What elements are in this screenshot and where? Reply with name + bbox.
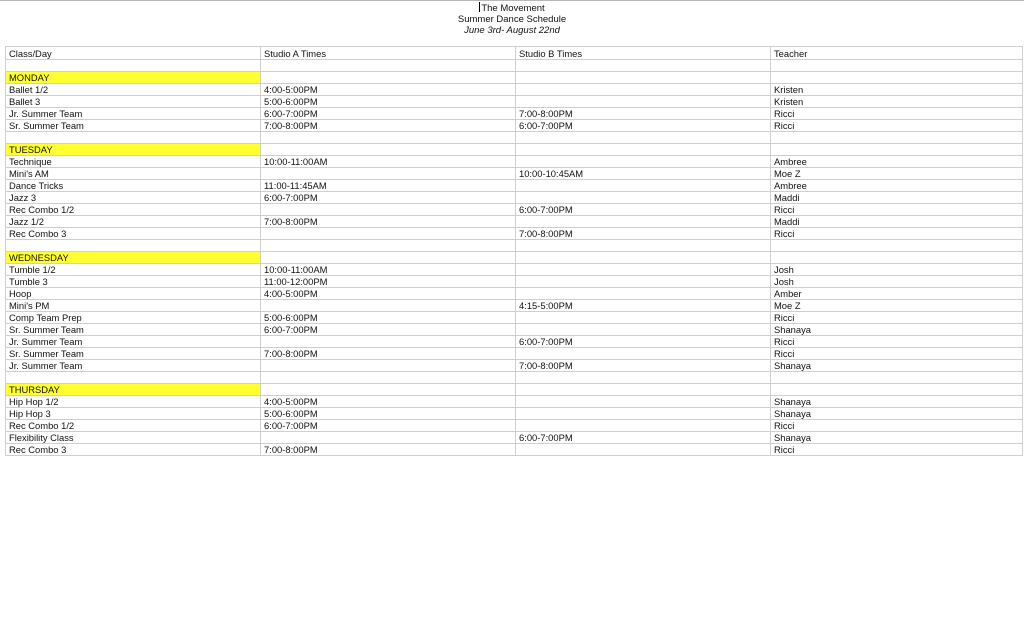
table-row <box>6 444 1023 456</box>
teacher-cell[interactable]: Josh <box>771 264 1023 276</box>
document-title-line[interactable] <box>0 2 1024 14</box>
studio-b-time-cell[interactable]: 10:00-10:45AM <box>516 168 771 180</box>
studio-a-time-cell[interactable] <box>261 300 516 312</box>
studio-b-time-cell[interactable]: 6:00-7:00PM <box>516 336 771 348</box>
table-row <box>6 324 1023 336</box>
studio-a-time-cell[interactable]: 10:00-11:00AM <box>261 156 516 168</box>
studio-a-time-cell[interactable]: 7:00-8:00PM <box>261 444 516 456</box>
class-name-cell[interactable]: Jazz 1/2 <box>6 216 261 228</box>
table-row <box>6 204 1023 216</box>
class-name-cell[interactable]: Mini's AM <box>6 168 261 180</box>
studio-a-time-cell[interactable]: 4:00-5:00PM <box>261 288 516 300</box>
class-name-cell[interactable]: Dance Tricks <box>6 180 261 192</box>
teacher-cell[interactable]: Amber <box>771 288 1023 300</box>
studio-b-time-cell[interactable] <box>516 180 771 192</box>
studio-b-time-cell[interactable] <box>516 396 771 408</box>
class-name-cell[interactable]: Hip Hop 1/2 <box>6 396 261 408</box>
studio-a-time-cell[interactable] <box>261 168 516 180</box>
studio-b-time-cell[interactable]: 4:15-5:00PM <box>516 300 771 312</box>
table-row <box>6 192 1023 204</box>
table-row <box>6 156 1023 168</box>
studio-a-time-cell[interactable]: 4:00-5:00PM <box>261 84 516 96</box>
table-row <box>6 396 1023 408</box>
empty-cell[interactable] <box>261 72 516 84</box>
studio-a-time-cell[interactable]: 5:00-6:00PM <box>261 408 516 420</box>
studio-a-time-cell[interactable]: 6:00-7:00PM <box>261 420 516 432</box>
teacher-cell[interactable]: Shanaya <box>771 396 1023 408</box>
teacher-cell[interactable]: Josh <box>771 276 1023 288</box>
studio-a-time-cell[interactable]: 11:00-12:00PM <box>261 276 516 288</box>
teacher-cell[interactable]: Moe Z <box>771 168 1023 180</box>
teacher-cell[interactable]: Moe Z <box>771 300 1023 312</box>
studio-b-time-cell[interactable]: 7:00-8:00PM <box>516 360 771 372</box>
empty-cell[interactable] <box>771 60 1023 72</box>
spacer-row <box>6 132 1023 144</box>
class-name-cell[interactable]: Rec Combo 1/2 <box>6 420 261 432</box>
column-header-teacher[interactable]: Teacher <box>771 47 1023 60</box>
class-name-cell[interactable]: Technique <box>6 156 261 168</box>
class-name-cell[interactable]: Hip Hop 3 <box>6 408 261 420</box>
teacher-cell[interactable]: Ricci <box>771 228 1023 240</box>
studio-b-time-cell[interactable] <box>516 288 771 300</box>
table-row <box>6 84 1023 96</box>
empty-cell[interactable] <box>6 132 261 144</box>
studio-a-time-cell[interactable]: 5:00-6:00PM <box>261 96 516 108</box>
schedule-table <box>5 46 1023 456</box>
studio-a-time-cell[interactable]: 10:00-11:00AM <box>261 264 516 276</box>
teacher-cell[interactable]: Kristen <box>771 84 1023 96</box>
empty-cell[interactable] <box>516 144 771 156</box>
studio-a-time-cell[interactable] <box>261 204 516 216</box>
studio-a-time-cell[interactable]: 4:00-5:00PM <box>261 396 516 408</box>
studio-a-time-cell[interactable]: 6:00-7:00PM <box>261 324 516 336</box>
empty-cell[interactable] <box>261 60 516 72</box>
class-name-cell[interactable]: Rec Combo 1/2 <box>6 204 261 216</box>
empty-cell[interactable] <box>771 144 1023 156</box>
studio-a-time-cell[interactable]: 7:00-8:00PM <box>261 216 516 228</box>
empty-cell[interactable] <box>516 372 771 384</box>
class-name-cell[interactable]: Rec Combo 3 <box>6 444 261 456</box>
teacher-cell[interactable]: Ricci <box>771 444 1023 456</box>
teacher-cell[interactable]: Ricci <box>771 108 1023 120</box>
empty-cell[interactable] <box>516 240 771 252</box>
class-name-cell[interactable]: Flexibility Class <box>6 432 261 444</box>
studio-b-time-cell[interactable] <box>516 348 771 360</box>
studio-b-time-cell[interactable] <box>516 276 771 288</box>
class-name-cell[interactable]: Jr. Summer Team <box>6 108 261 120</box>
teacher-cell[interactable]: Maddi <box>771 192 1023 204</box>
teacher-cell[interactable]: Kristen <box>771 96 1023 108</box>
table-row <box>6 120 1023 132</box>
empty-cell[interactable] <box>261 384 516 396</box>
table-row <box>6 276 1023 288</box>
table-row <box>6 264 1023 276</box>
table-row <box>6 216 1023 228</box>
studio-b-time-cell[interactable] <box>516 408 771 420</box>
class-name-cell[interactable]: Sr. Summer Team <box>6 348 261 360</box>
table-row <box>6 180 1023 192</box>
empty-cell[interactable] <box>771 252 1023 264</box>
empty-cell[interactable] <box>261 240 516 252</box>
class-name-cell[interactable]: Ballet 3 <box>6 96 261 108</box>
studio-a-time-cell[interactable] <box>261 228 516 240</box>
studio-b-time-cell[interactable]: 6:00-7:00PM <box>516 204 771 216</box>
header-row <box>6 47 1023 60</box>
day-row <box>6 252 1023 264</box>
spacer-row <box>6 372 1023 384</box>
teacher-cell[interactable]: Shanaya <box>771 408 1023 420</box>
day-row <box>6 384 1023 396</box>
table-row <box>6 96 1023 108</box>
studio-a-time-cell[interactable] <box>261 336 516 348</box>
teacher-cell[interactable]: Shanaya <box>771 360 1023 372</box>
empty-cell[interactable] <box>771 240 1023 252</box>
table-row <box>6 336 1023 348</box>
table-row <box>6 432 1023 444</box>
teacher-cell[interactable]: Ricci <box>771 312 1023 324</box>
day-row <box>6 144 1023 156</box>
day-row <box>6 72 1023 84</box>
studio-b-time-cell[interactable]: 7:00-8:00PM <box>516 108 771 120</box>
studio-b-time-cell[interactable] <box>516 84 771 96</box>
empty-cell[interactable] <box>6 240 261 252</box>
studio-a-time-cell[interactable]: 5:00-6:00PM <box>261 312 516 324</box>
day-heading[interactable]: THURSDAY <box>6 384 261 396</box>
studio-b-time-cell[interactable] <box>516 156 771 168</box>
table-row <box>6 312 1023 324</box>
teacher-cell[interactable]: Ricci <box>771 420 1023 432</box>
teacher-cell[interactable]: Shanaya <box>771 324 1023 336</box>
empty-cell[interactable] <box>261 144 516 156</box>
day-heading[interactable]: WEDNESDAY <box>6 252 261 264</box>
studio-b-time-cell[interactable] <box>516 312 771 324</box>
studio-b-time-cell[interactable] <box>516 264 771 276</box>
teacher-cell[interactable]: Ricci <box>771 336 1023 348</box>
teacher-cell[interactable]: Ricci <box>771 204 1023 216</box>
teacher-cell[interactable]: Ricci <box>771 348 1023 360</box>
empty-cell[interactable] <box>516 132 771 144</box>
empty-cell[interactable] <box>261 252 516 264</box>
empty-cell[interactable] <box>771 72 1023 84</box>
spacer-row <box>6 240 1023 252</box>
empty-cell[interactable] <box>6 372 261 384</box>
studio-b-time-cell[interactable] <box>516 192 771 204</box>
studio-b-time-cell[interactable]: 6:00-7:00PM <box>516 120 771 132</box>
class-name-cell[interactable]: Tumble 3 <box>6 276 261 288</box>
table-row <box>6 108 1023 120</box>
class-name-cell[interactable]: Sr. Summer Team <box>6 120 261 132</box>
teacher-cell[interactable]: Maddi <box>771 216 1023 228</box>
studio-b-time-cell[interactable] <box>516 444 771 456</box>
table-row <box>6 288 1023 300</box>
empty-cell[interactable] <box>261 372 516 384</box>
document-dates: June 3rd- August 22nd <box>464 25 560 36</box>
document-subtitle: Summer Dance Schedule <box>457 14 567 25</box>
empty-cell[interactable] <box>516 252 771 264</box>
class-name-cell[interactable]: Sr. Summer Team <box>6 324 261 336</box>
empty-cell[interactable] <box>516 72 771 84</box>
studio-a-time-cell[interactable] <box>261 432 516 444</box>
studio-b-time-cell[interactable] <box>516 420 771 432</box>
studio-b-time-cell[interactable] <box>516 216 771 228</box>
studio-a-time-cell[interactable]: 7:00-8:00PM <box>261 348 516 360</box>
class-name-cell[interactable]: Rec Combo 3 <box>6 228 261 240</box>
column-header-studio-a[interactable]: Studio A Times <box>261 47 516 60</box>
empty-cell[interactable] <box>771 384 1023 396</box>
teacher-cell[interactable]: Ricci <box>771 120 1023 132</box>
studio-a-time-cell[interactable]: 7:00-8:00PM <box>261 120 516 132</box>
column-header-studio-b[interactable]: Studio B Times <box>516 47 771 60</box>
class-name-cell[interactable]: Comp Team Prep <box>6 312 261 324</box>
day-heading[interactable]: MONDAY <box>6 72 261 84</box>
empty-cell[interactable] <box>516 60 771 72</box>
studio-b-time-cell[interactable]: 7:00-8:00PM <box>516 228 771 240</box>
class-name-cell[interactable]: Jr. Summer Team <box>6 360 261 372</box>
teacher-cell[interactable]: Ambree <box>771 156 1023 168</box>
studio-b-time-cell[interactable] <box>516 324 771 336</box>
class-name-cell[interactable]: Jazz 3 <box>6 192 261 204</box>
studio-a-time-cell[interactable]: 6:00-7:00PM <box>261 192 516 204</box>
studio-b-time-cell[interactable] <box>516 96 771 108</box>
empty-cell[interactable] <box>516 384 771 396</box>
document-header <box>0 2 1024 36</box>
class-name-cell[interactable]: Hoop <box>6 288 261 300</box>
empty-cell[interactable] <box>771 372 1023 384</box>
studio-b-time-cell[interactable]: 6:00-7:00PM <box>516 432 771 444</box>
spacer-row <box>6 60 1023 72</box>
document-title: The Movement <box>481 3 545 14</box>
empty-cell[interactable] <box>771 132 1023 144</box>
table-row <box>6 408 1023 420</box>
schedule-body <box>6 60 1023 456</box>
top-rule <box>0 0 1024 1</box>
class-name-cell[interactable]: Ballet 1/2 <box>6 84 261 96</box>
class-name-cell[interactable]: Mini's PM <box>6 300 261 312</box>
class-name-cell[interactable]: Jr. Summer Team <box>6 336 261 348</box>
empty-cell[interactable] <box>6 60 261 72</box>
table-row <box>6 300 1023 312</box>
studio-a-time-cell[interactable] <box>261 360 516 372</box>
studio-a-time-cell[interactable]: 6:00-7:00PM <box>261 108 516 120</box>
table-row <box>6 360 1023 372</box>
day-heading[interactable]: TUESDAY <box>6 144 261 156</box>
teacher-cell[interactable]: Ambree <box>771 180 1023 192</box>
table-row <box>6 228 1023 240</box>
empty-cell[interactable] <box>261 132 516 144</box>
table-row <box>6 168 1023 180</box>
table-row <box>6 348 1023 360</box>
column-header-class-day[interactable]: Class/Day <box>6 47 261 60</box>
table-row <box>6 420 1023 432</box>
class-name-cell[interactable]: Tumble 1/2 <box>6 264 261 276</box>
studio-a-time-cell[interactable]: 11:00-11:45AM <box>261 180 516 192</box>
teacher-cell[interactable]: Shanaya <box>771 432 1023 444</box>
